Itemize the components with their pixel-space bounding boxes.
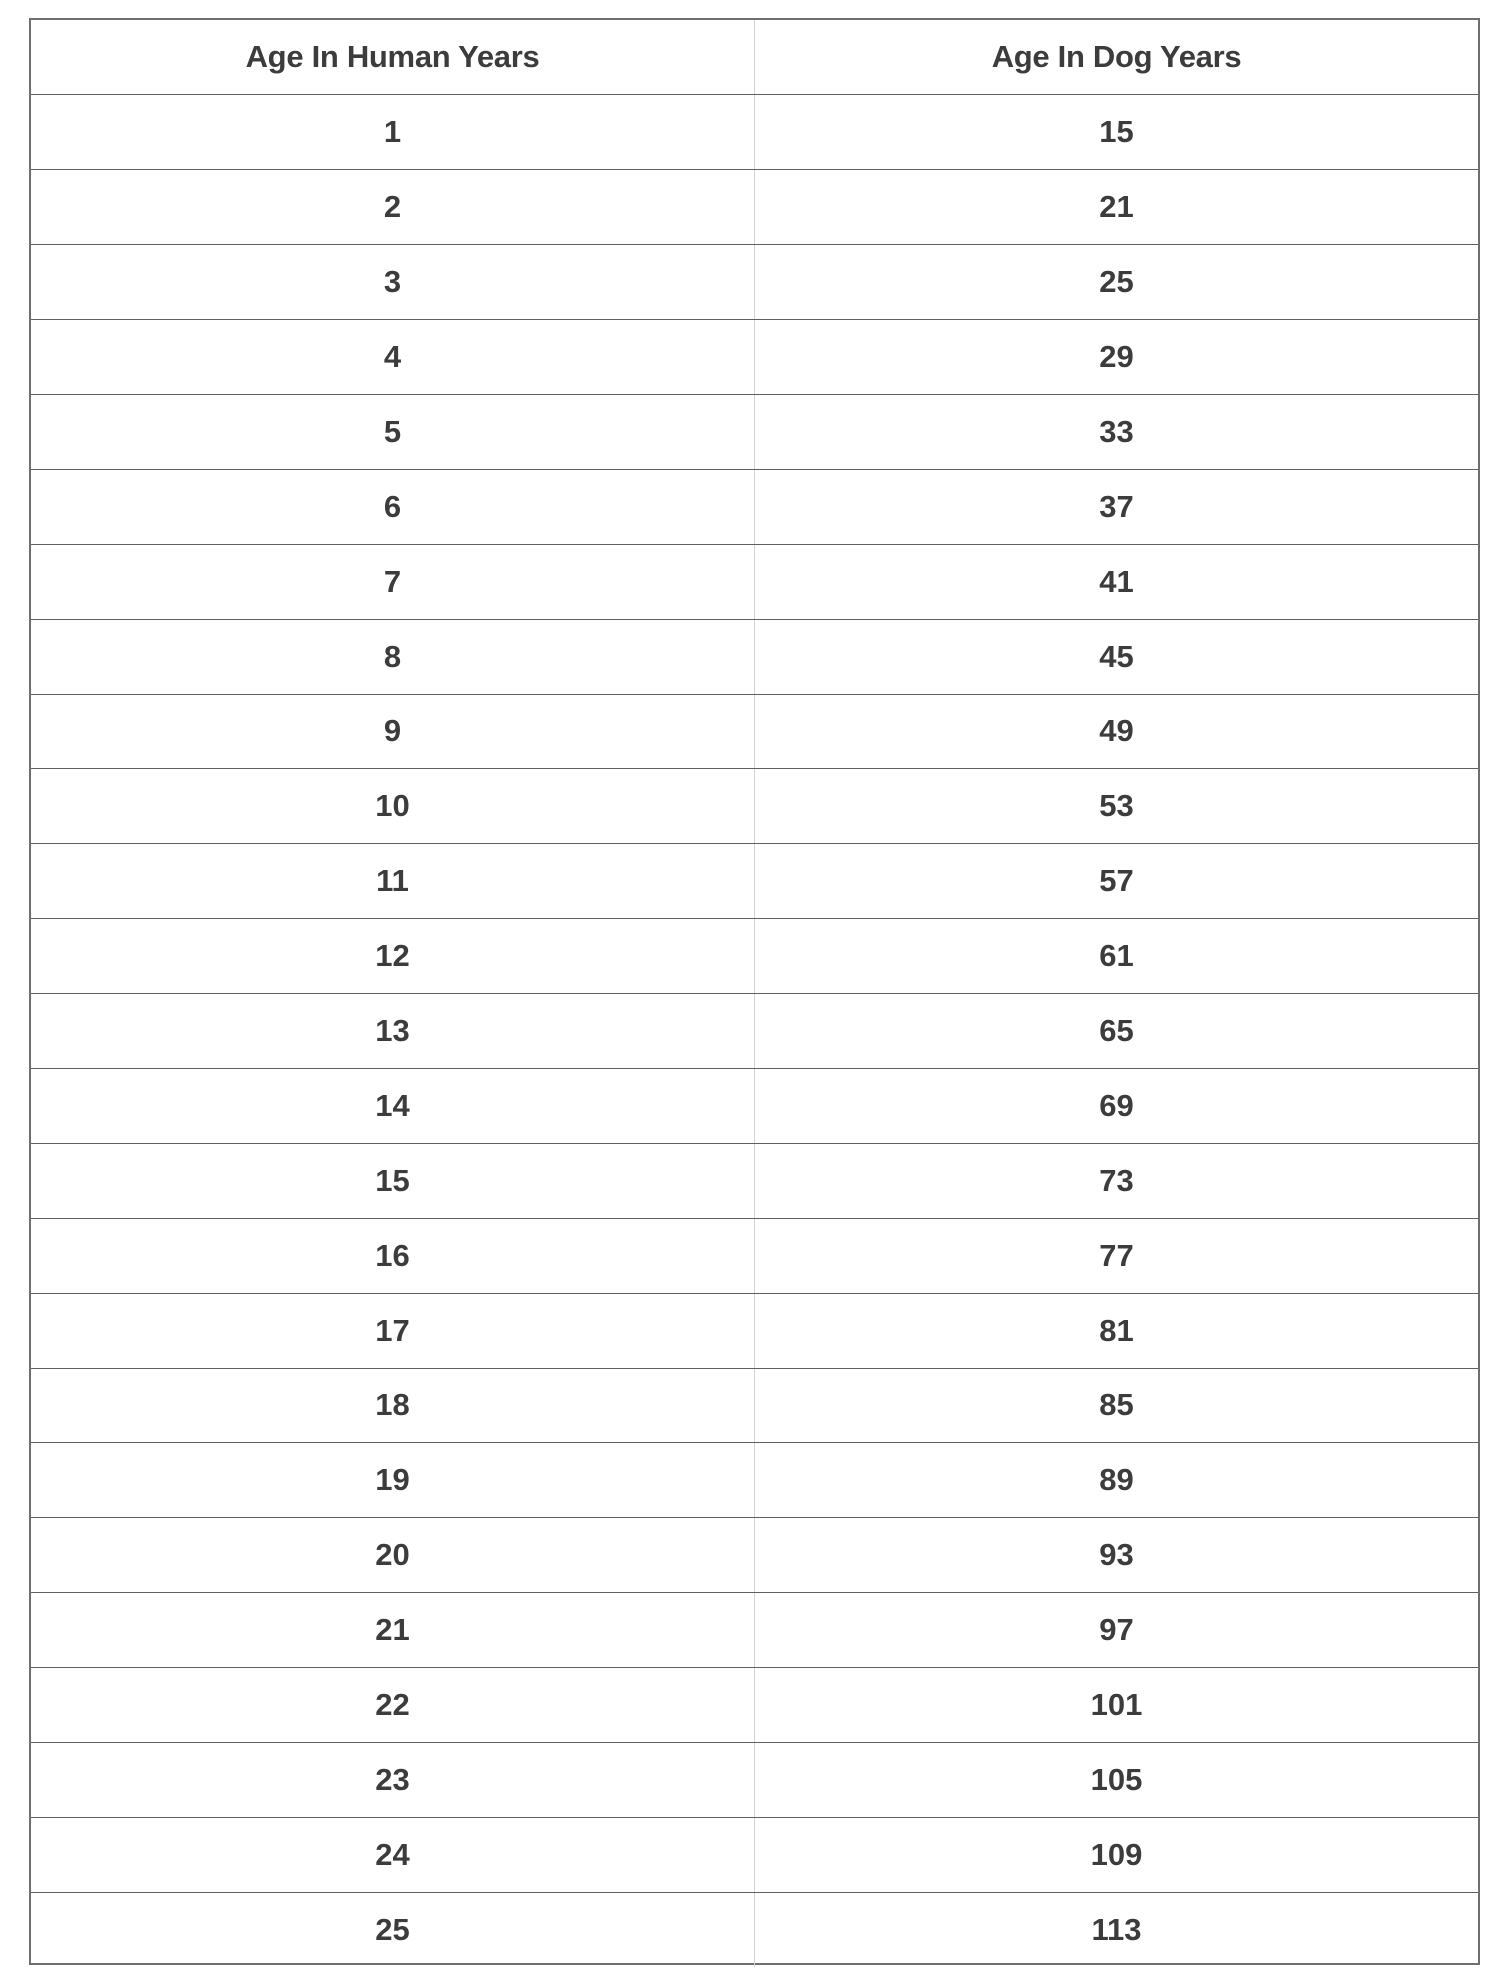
cell-dog-years: 37	[755, 469, 1479, 544]
cell-dog-years: 57	[755, 844, 1479, 919]
table-row	[31, 469, 1478, 544]
cell-human-years: 21	[31, 1593, 755, 1668]
table-row	[31, 1443, 1478, 1518]
cell-dog-years: 15	[755, 95, 1479, 170]
table-row	[31, 619, 1478, 694]
table-row	[31, 320, 1478, 395]
age-conversion-table-container	[29, 18, 1480, 1965]
table-row	[31, 394, 1478, 469]
table-row	[31, 994, 1478, 1069]
table-row	[31, 1143, 1478, 1218]
cell-human-years: 6	[31, 469, 755, 544]
cell-dog-years: 41	[755, 544, 1479, 619]
table-row	[31, 769, 1478, 844]
cell-human-years: 10	[31, 769, 755, 844]
table-row	[31, 1068, 1478, 1143]
cell-dog-years: 33	[755, 394, 1479, 469]
cell-dog-years: 69	[755, 1068, 1479, 1143]
header-human-years: Age In Human Years	[31, 20, 755, 95]
table-row	[31, 1368, 1478, 1443]
cell-dog-years: 89	[755, 1443, 1479, 1518]
table-row	[31, 694, 1478, 769]
table-row	[31, 544, 1478, 619]
table-row	[31, 919, 1478, 994]
cell-human-years: 15	[31, 1143, 755, 1218]
table-row	[31, 844, 1478, 919]
cell-dog-years: 49	[755, 694, 1479, 769]
cell-dog-years: 25	[755, 245, 1479, 320]
table-header	[31, 20, 1478, 95]
table-row	[31, 95, 1478, 170]
cell-dog-years: 101	[755, 1668, 1479, 1743]
cell-human-years: 18	[31, 1368, 755, 1443]
table-row	[31, 170, 1478, 245]
table-body	[31, 95, 1478, 1967]
header-row	[31, 20, 1478, 95]
cell-human-years: 5	[31, 394, 755, 469]
cell-human-years: 20	[31, 1518, 755, 1593]
cell-dog-years: 97	[755, 1593, 1479, 1668]
cell-dog-years: 93	[755, 1518, 1479, 1593]
table-row	[31, 1593, 1478, 1668]
cell-dog-years: 85	[755, 1368, 1479, 1443]
cell-dog-years: 61	[755, 919, 1479, 994]
table-row	[31, 1742, 1478, 1817]
cell-human-years: 14	[31, 1068, 755, 1143]
cell-human-years: 11	[31, 844, 755, 919]
cell-human-years: 12	[31, 919, 755, 994]
cell-human-years: 22	[31, 1668, 755, 1743]
cell-dog-years: 81	[755, 1293, 1479, 1368]
cell-human-years: 8	[31, 619, 755, 694]
cell-human-years: 1	[31, 95, 755, 170]
cell-human-years: 19	[31, 1443, 755, 1518]
cell-human-years: 4	[31, 320, 755, 395]
cell-human-years: 9	[31, 694, 755, 769]
cell-dog-years: 21	[755, 170, 1479, 245]
cell-dog-years: 65	[755, 994, 1479, 1069]
cell-dog-years: 77	[755, 1218, 1479, 1293]
table-row	[31, 1668, 1478, 1743]
cell-human-years: 2	[31, 170, 755, 245]
table-row	[31, 1293, 1478, 1368]
cell-human-years: 3	[31, 245, 755, 320]
table-row	[31, 1892, 1478, 1967]
cell-human-years: 7	[31, 544, 755, 619]
cell-human-years: 13	[31, 994, 755, 1069]
header-dog-years: Age In Dog Years	[755, 20, 1479, 95]
table-row	[31, 1817, 1478, 1892]
cell-human-years: 17	[31, 1293, 755, 1368]
cell-dog-years: 109	[755, 1817, 1479, 1892]
age-conversion-table	[31, 20, 1478, 1967]
table-row	[31, 245, 1478, 320]
cell-human-years: 23	[31, 1742, 755, 1817]
table-row	[31, 1218, 1478, 1293]
cell-human-years: 24	[31, 1817, 755, 1892]
table-row	[31, 1518, 1478, 1593]
cell-dog-years: 29	[755, 320, 1479, 395]
cell-dog-years: 53	[755, 769, 1479, 844]
cell-human-years: 25	[31, 1892, 755, 1967]
cell-dog-years: 113	[1091, 1911, 1142, 1947]
cell-dog-years: 73	[755, 1143, 1479, 1218]
cell-human-years: 16	[31, 1218, 755, 1293]
cell-dog-years: 105	[755, 1742, 1479, 1817]
cell-dog-years: 45	[755, 619, 1479, 694]
